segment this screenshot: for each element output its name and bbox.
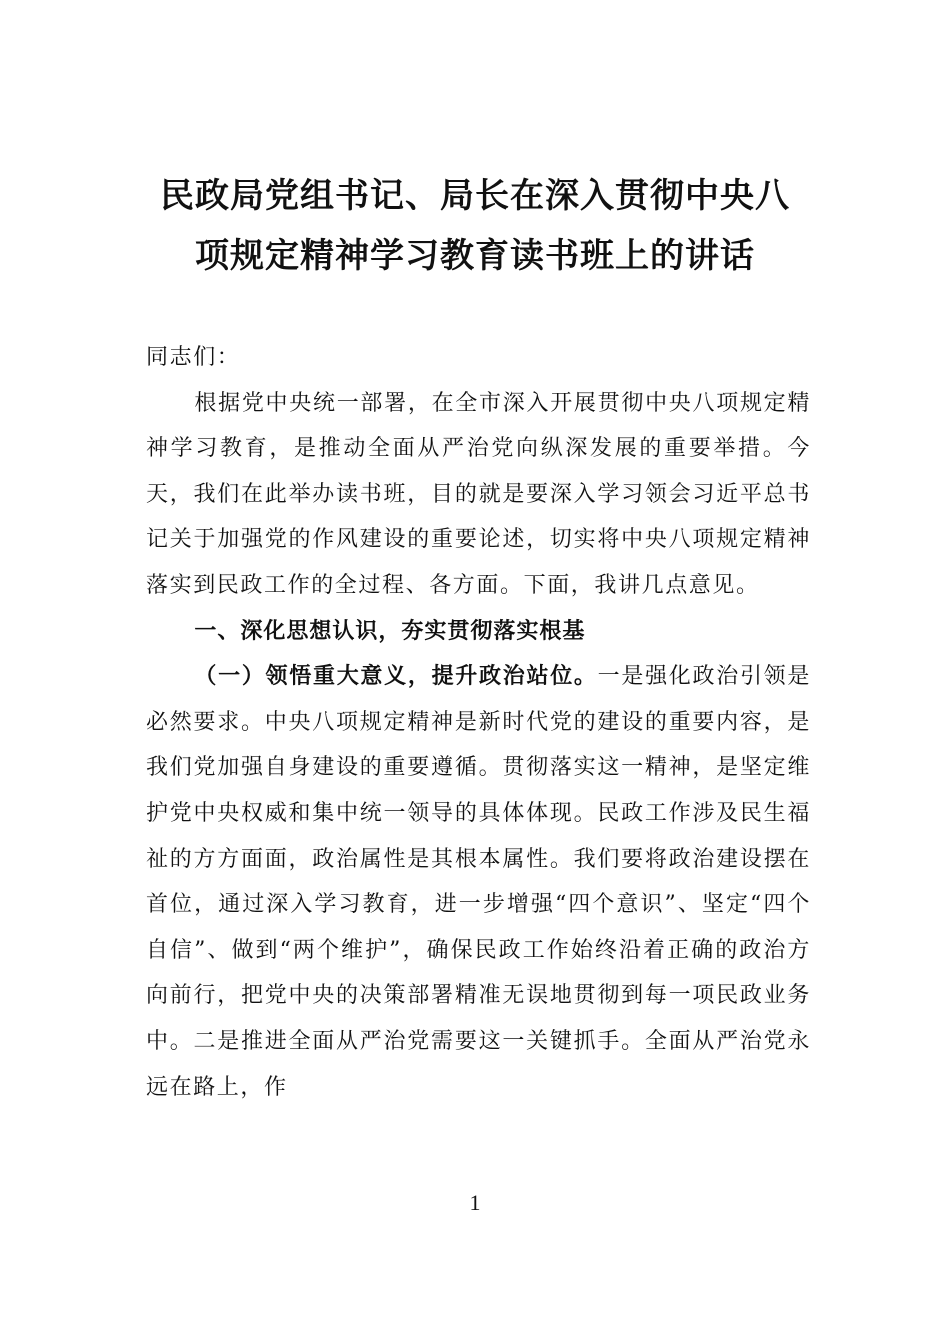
subsection-text: 一是强化政治引领是必然要求。中央八项规定精神是新时代党的建设的重要内容，是我们党加强自身建设的重要遵循。贯彻落实这一精神，是坚定维护党中央权威和集中统一领导的具体体现。民政工作涉及民生福祉的方方面面，政治属性是其根本属性。我们要将政治建设摆在首位，通过深入学习教育，进一步增强“四个意识”、坚定“四个自信”、做到“两个维护”，确保民政工作始终沿着正确的政治方向前行，把党中央的决策部署精准无误地贯彻到每一项民政业务中。二是推进全面从严治党需要这一关键抓手。全面从严治党永远在路上，作 [146,664,812,1100]
document-body [146,335,811,1110]
intro-paragraph: 根据党中央统一部署，在全市深入开展贯彻中央八项规定精神学习教育，是推动全面从严治党向纵深发展的重要举措。今天，我们在此举办读书班，目的就是要深入学习领会习近平总书记关于加强党的作风建设的重要论述，切实将中央八项规定精神落实到民政工作的全过程、各方面。下面，我讲几点意见。 [146,390,811,598]
subsection-heading: （一）领悟重大意义，提升政治站位。 [194,663,598,690]
section-heading: 一、深化思想认识，夯实贯彻落实根基 [194,618,586,644]
title-line-2: 项规定精神学习教育读书班上的讲话 [195,236,755,276]
page-number: 1 [469,1190,481,1215]
title-line-1: 民政局党组书记、局长在深入贯彻中央八 [160,176,790,216]
document-title [120,166,830,286]
salutation: 同志们： [146,345,241,370]
subsection-paragraph [146,654,811,1110]
